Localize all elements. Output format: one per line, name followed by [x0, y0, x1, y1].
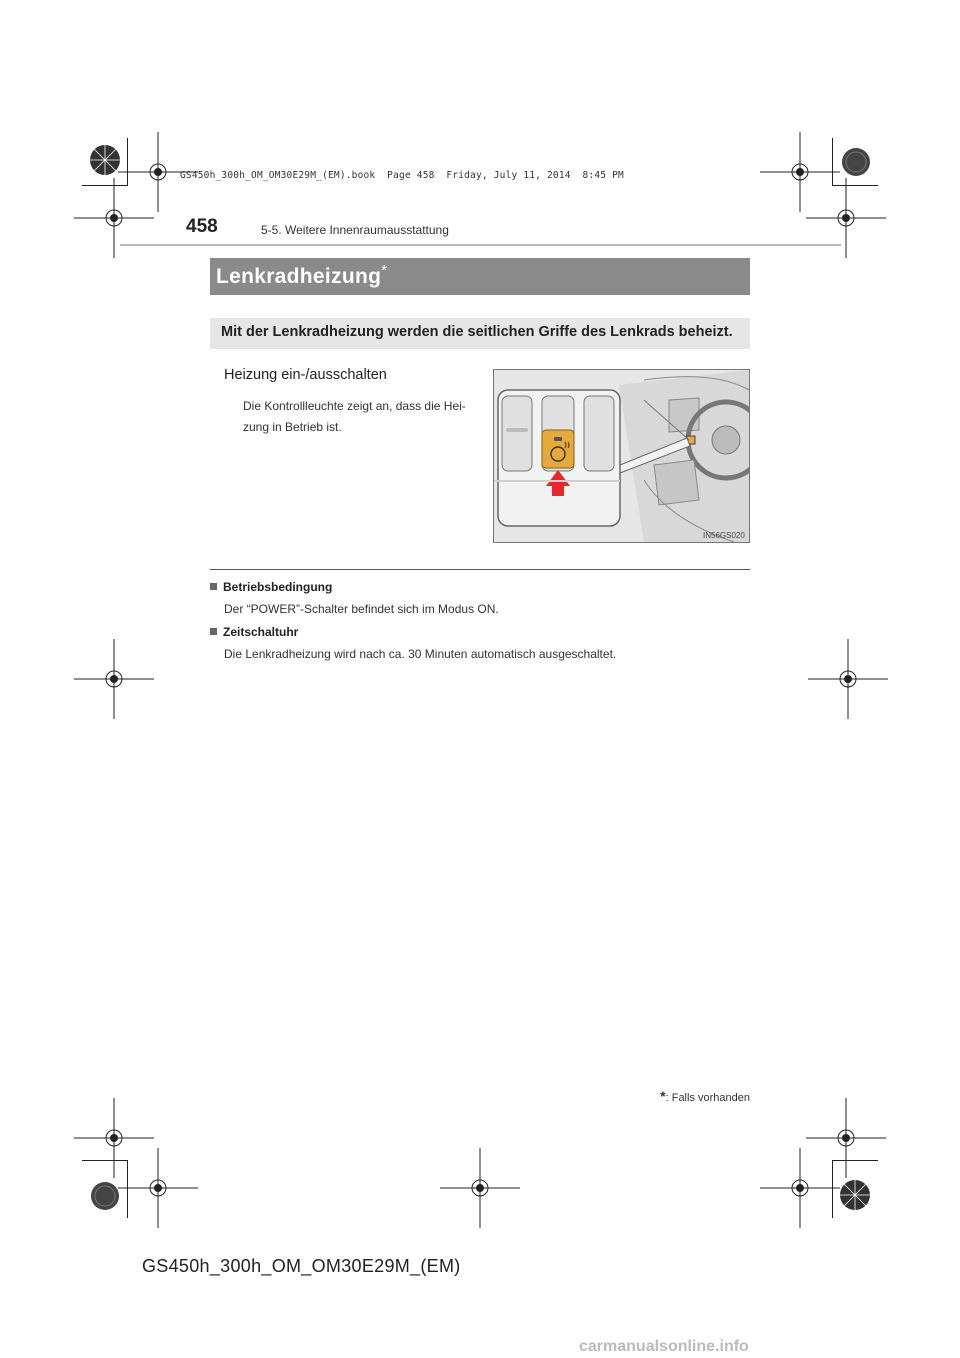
note-heading: [210, 625, 298, 639]
footnote-mark: *: [660, 1088, 666, 1104]
crosshair-mark-icon: [74, 178, 154, 258]
crosshair-mark-icon: [118, 1148, 198, 1228]
crosshair-mark-icon: [806, 178, 886, 258]
note-heading-text: Zeitschaltuhr: [223, 625, 299, 639]
note-body: Die Lenkradheizung wird nach ca. 30 Minuten automatisch ausgeschaltet.: [224, 647, 617, 661]
step-desc-line1: Die Kontrollleuchte zeigt an, dass die Hei-: [243, 399, 466, 413]
crosshair-mark-icon: [74, 639, 154, 719]
intro-text: Mit der Lenkradheizung werden die seitlichen Griffe des Lenkrads beheizt.: [221, 324, 733, 340]
note-heading: [210, 580, 332, 594]
notes-rule: [210, 569, 750, 570]
note-item: [210, 580, 332, 594]
title-mark: *: [381, 262, 388, 279]
crosshair-mark-icon: [808, 639, 888, 719]
page-number: 458: [186, 216, 218, 237]
section-reference: 5-5. Weitere Innenraumausstattung: [261, 223, 449, 237]
footer-book-id: GS450h_300h_OM_OM30E29M_(EM): [142, 1256, 461, 1276]
footnote-text: : Falls vorhanden: [665, 1092, 750, 1104]
step-desc-line2: zung in Betrieb ist.: [243, 420, 342, 434]
note-body: Der “POWER”-Schalter befindet sich im Modus ON.: [224, 602, 499, 616]
figure-code: IN56GS020: [703, 531, 745, 540]
crosshair-mark-icon: [440, 1148, 520, 1228]
print-header: GS450h_300h_OM_OM30E29M_(EM).book Page 458 Friday, July 11, 2014 8:45 PM: [180, 170, 624, 181]
step-description: [243, 396, 483, 438]
footnote: [520, 1088, 750, 1104]
note-item: [210, 625, 298, 639]
step-title: Heizung ein-/ausschalten: [224, 367, 387, 383]
note-heading-text: Betriebsbedingung: [223, 580, 333, 594]
watermark: carmanualsonline.info: [579, 1338, 749, 1355]
title-label: Lenkradheizung: [216, 265, 382, 288]
page-title: [216, 262, 387, 289]
square-bullet-icon: [210, 583, 217, 590]
header-rule: [120, 244, 841, 246]
crosshair-mark-icon: [760, 1148, 840, 1228]
heater-switch-illustration: [494, 370, 749, 542]
square-bullet-icon: [210, 628, 217, 635]
figure-heater-switch: [493, 369, 750, 543]
